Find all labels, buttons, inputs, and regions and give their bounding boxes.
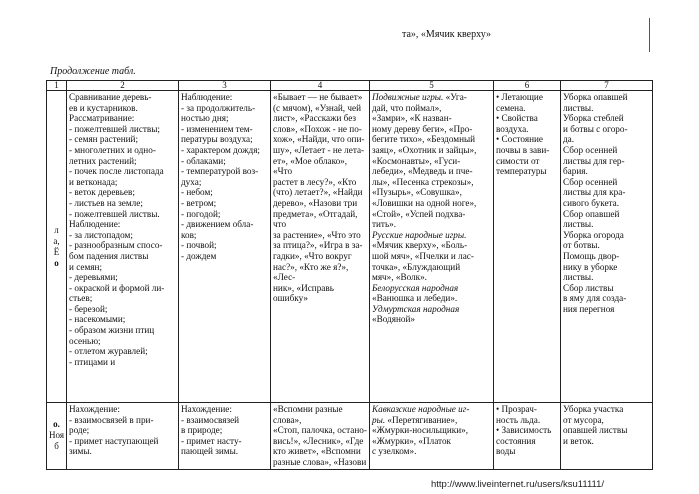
cell-line: Белорусская народная (372, 282, 459, 293)
cell-line: - характером дождя; (181, 144, 260, 155)
cell-line: - примет наступающей (69, 435, 159, 446)
cell-line: Сбор осенней (563, 144, 618, 155)
cell-line: Сравнивание деревь- (69, 92, 152, 102)
column-number: 2 (67, 81, 179, 91)
cell-line: бегите тихо», «Бездомный (372, 134, 476, 145)
cell-line: - погодой; (181, 208, 221, 219)
cell-line: Наблюдение: (181, 92, 233, 102)
italic-heading: Подвижные игры. (372, 92, 444, 102)
cell-line: Сбор опавшей (563, 208, 620, 219)
cell-line: мяч», «Волк». (372, 272, 427, 283)
cell-line: Уборка участка (563, 404, 624, 414)
cell-line: «Жмурки-носильщики», (372, 425, 469, 436)
table-row (47, 91, 653, 403)
cell-line: Удмуртская народная (372, 303, 460, 314)
column-number: 7 (561, 81, 653, 91)
labor-cell (561, 91, 653, 403)
cell-line: - взаимосвязей в при- (69, 414, 154, 425)
italic-heading: ры. (372, 414, 386, 425)
didactic-games-cell (271, 91, 370, 403)
cell-line: - отлетом журавлей; (69, 346, 148, 357)
column-number: 4 (271, 81, 370, 91)
labor-cell (561, 403, 653, 470)
cell-line: и ветконада; (69, 176, 118, 187)
cell-line: - насекомыми; (69, 314, 126, 325)
cell-line: Сбор осенней (563, 176, 618, 187)
cell-line: заяц», «Охотник и зайцы», (372, 144, 477, 155)
cell-line: тить». (372, 219, 397, 230)
cell-line: Наблюдение: (69, 219, 121, 230)
month-letter: Ё (53, 246, 60, 257)
cell-line: и веток. (563, 435, 594, 446)
cell-line: листвы. (563, 219, 594, 230)
month-letter: б (54, 441, 59, 452)
cell-line: ры. «Перетягивание», (372, 414, 458, 425)
cell-line: - березой; (69, 303, 108, 314)
cell-line: да. (563, 134, 575, 145)
cell-line: растет в лесу?», «Кто (273, 176, 357, 187)
cell-line: «Пузырь», «Совушка», (372, 187, 462, 198)
cell-line: Уборка огорода (563, 229, 624, 240)
cell-line: - почвой; (181, 240, 217, 251)
cell-line: - пожелтевшей листвы. (69, 208, 160, 219)
cell-line: Уборка стеблей (563, 113, 624, 124)
cell-line: духа; (181, 176, 202, 187)
observation-cell (67, 403, 179, 470)
cell-line: стьев; (69, 293, 93, 304)
cell-line: нику в уборке (563, 261, 618, 272)
cell-line: лы», «Песенка стрекозы», (372, 176, 474, 187)
cell-line: - ветром; (181, 197, 217, 208)
month-letter: о (54, 257, 59, 268)
month-letter: а, (53, 235, 60, 246)
cell-line: Нахождение: (69, 404, 120, 414)
cell-line: лист», «Расскажи без (273, 113, 357, 124)
cell-line: - изменением тем- (181, 123, 253, 134)
table-caption: Продолжение табл. (50, 66, 136, 77)
month-letter: л (54, 224, 59, 235)
cell-line: • Прозрач- (496, 404, 537, 414)
cell-line: от мусора, (563, 414, 604, 425)
cell-line: - почек после листопада (69, 166, 164, 177)
cell-line: «Мячик кверху», «Боль- (372, 240, 468, 251)
margin-rule (649, 18, 650, 52)
cell-line: Кавказские народные иг- (372, 404, 470, 414)
month-cell (47, 403, 67, 470)
cell-line: - веток деревьев; (69, 187, 135, 198)
cell-line: роде; (69, 425, 90, 436)
month-letter: Ноя (49, 430, 64, 441)
cell-line: - за листопадом; (69, 229, 133, 240)
cell-line: от ботвы. (563, 240, 600, 251)
cell-line: - семян растений; (69, 134, 139, 145)
observation-cell (67, 91, 179, 403)
source-url: http://www.liveinternet.ru/users/ksu11111/ (431, 479, 605, 490)
table-row (47, 403, 653, 470)
column-number: 6 (494, 81, 561, 91)
cell-line: - небом; (181, 187, 213, 198)
cell-line: воздуха. (496, 123, 529, 134)
cell-line: гадки», «Что вокруг (273, 250, 352, 261)
cell-line: Подвижные игры. «Угa- (372, 92, 467, 102)
cell-line: «Стоп, палочка, остано- (273, 425, 367, 436)
cell-line: (что) летает?», «Найди (273, 187, 363, 198)
cell-line: и ботвы с огоро- (563, 123, 628, 134)
cell-line: - листьев на земле; (69, 197, 143, 208)
cell-line: с узелком». (372, 446, 417, 457)
cell-line: симости от (496, 155, 540, 166)
cell-line: опавшей листвы (563, 425, 628, 436)
cell-line: предмета», «Отгадай, что (273, 208, 358, 230)
outdoor-games-cell (370, 403, 494, 470)
cell-line: лебеди», «Медведь и пче- (372, 166, 473, 177)
cell-line: «Ванюшка и лебеди». (372, 293, 458, 304)
cell-line: кто живет», «Вспомни (273, 446, 361, 457)
cell-line: • Зависимость (496, 425, 552, 436)
cell-line: «Замри», «К назван- (372, 113, 452, 124)
cell-line: «Водяной» (372, 314, 415, 325)
cell-line: «Космонавты», «Гуси- (372, 155, 461, 166)
cell-line: - движением обла- (181, 219, 254, 230)
cell-line: Русские народные игры. (372, 229, 467, 240)
activity-table (46, 80, 653, 470)
cell-line: - птицами и (69, 356, 116, 367)
cell-line: ник», «Исправь ошибку» (273, 282, 334, 304)
cell-line: зимы. (69, 446, 92, 457)
didactic-games-cell (271, 403, 370, 470)
cell-line: «Вспомни разные слова», (273, 404, 343, 425)
cell-line: - взаимосвязей (181, 414, 240, 425)
cell-line: (с мячом), «Узнай, чей (273, 102, 362, 113)
cell-line: осенью; (69, 335, 101, 346)
experiments-cell (494, 403, 561, 470)
cell-line: и семян; (69, 261, 102, 272)
cell-line: дай, что поймал», (372, 102, 442, 113)
cell-line: разные слова», «Назови (273, 456, 367, 467)
top-text: та», «Мячик кверху» (402, 29, 491, 40)
cell-line: состояния (496, 435, 536, 446)
cell-line: почвы в зави- (496, 144, 550, 155)
cell-line: «Бывает — не бывает» (273, 92, 363, 102)
cell-line: пающей зимы. (181, 446, 239, 457)
cell-line: «Ловишки на одной ноге», (372, 197, 477, 208)
cell-line: листвы для гер- (563, 155, 625, 166)
cell-line: Помощь двор- (563, 250, 620, 261)
cell-line: слов», «Похож - не по- (273, 123, 362, 134)
cell-line: в природе; (181, 425, 223, 436)
cell-line: температуры (496, 166, 547, 177)
cell-line: ния перегноя (563, 303, 615, 314)
experiments-cell (494, 91, 561, 403)
cell-line: - разнообразным спосо- (69, 240, 163, 251)
cell-line: - деревьями; (69, 272, 118, 283)
cell-line: листвы для кра- (563, 187, 626, 198)
cell-line: - образом жизни птиц (69, 325, 155, 336)
cell-line: • Летающие (496, 92, 543, 102)
column-number: 1 (47, 81, 67, 91)
cell-line: Сбор листвы (563, 282, 614, 293)
cell-line: летних растений; (69, 155, 137, 166)
month-cell (47, 91, 67, 403)
cell-line: листвы. (563, 102, 594, 113)
cell-line: Рассматривание: (69, 113, 135, 124)
cell-line: • Свойства (496, 113, 538, 124)
cell-line: «Стой», «Успей подхва- (372, 208, 466, 219)
cell-line: ностью дня; (181, 113, 229, 124)
cell-line: Уборка опавшей (563, 92, 628, 102)
cell-line: в яму для созда- (563, 293, 627, 304)
month-letter: о. (53, 419, 60, 430)
cell-line: - окраской и формой ли- (69, 282, 165, 293)
column-number: 3 (179, 81, 271, 91)
cell-line: дерево», «Назови три (273, 197, 358, 208)
cell-line: - за продолжитель- (181, 102, 256, 113)
cell-line: хож», «Найди, что опи- (273, 134, 365, 145)
outdoor-games-cell (370, 91, 494, 403)
weather-cell (179, 403, 271, 470)
cell-line: - пожелтевшей листвы; (69, 123, 160, 134)
cell-line: точка», «Блуждающий (372, 261, 461, 272)
cell-line: за птица?», «Игра в за- (273, 240, 363, 251)
cell-line: - температурой воз- (181, 166, 259, 177)
cell-line: пературы воздуха; (181, 134, 253, 145)
cell-line: шу», «Летает - не лета- (273, 144, 365, 155)
cell-line: бом падения листвы (69, 250, 149, 261)
cell-line: - дождем (181, 250, 217, 261)
cell-line: шой мяч», «Пчелки и лас- (372, 250, 474, 261)
column-number: 5 (370, 81, 494, 91)
weather-cell (179, 91, 271, 403)
cell-line: ев и кустарников. (69, 102, 138, 113)
cell-line: сивого букета. (563, 197, 620, 208)
cell-line: ков; (181, 229, 197, 240)
cell-line: бария. (563, 166, 588, 177)
cell-line: воды (496, 446, 516, 457)
cell-line: - примет насту- (181, 435, 242, 446)
cell-line: ному дереву беги», «Про- (372, 123, 473, 134)
cell-line: за растение», «Что это (273, 229, 361, 240)
cell-line: - многолетних и одно- (69, 144, 156, 155)
column-number-row (47, 81, 653, 91)
cell-line: ность льда. (496, 414, 541, 425)
cell-line: вись!», «Лесник», «Где (273, 435, 364, 446)
cell-line: «Жмурки», «Платок (372, 435, 451, 446)
cell-line: нас?», «Кто же я?», «Лес- (273, 261, 349, 283)
cell-line: листвы. (563, 272, 594, 283)
cell-line: - облаками; (181, 155, 226, 166)
cell-line: ет», «Мое облако», «Что (273, 155, 348, 177)
cell-line: • Состояние (496, 134, 543, 145)
cell-line: семена. (496, 102, 526, 113)
cell-line: Нахождение: (181, 404, 232, 414)
